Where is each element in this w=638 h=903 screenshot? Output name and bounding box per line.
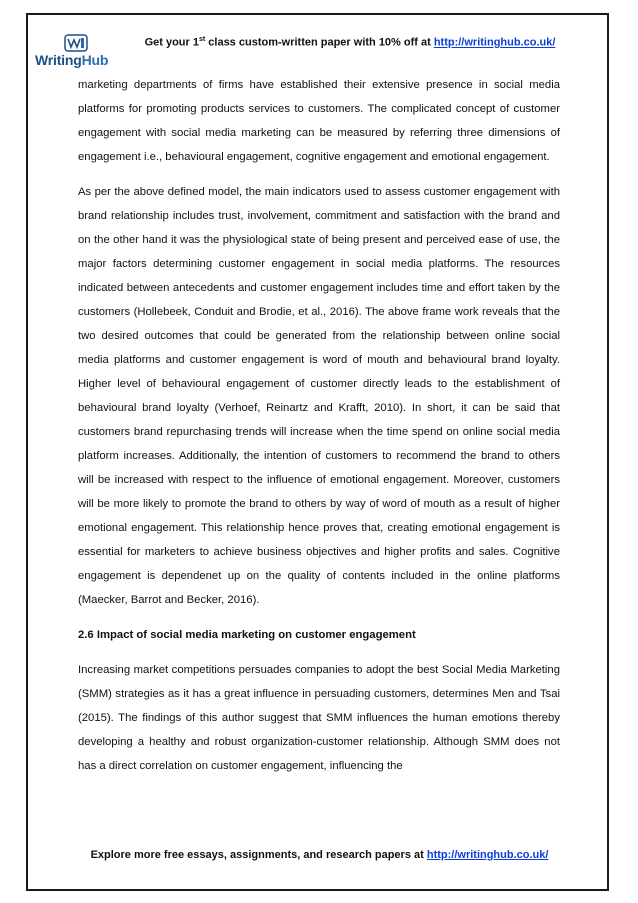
header-text-end: class custom-written paper with 10% off at [205, 36, 434, 49]
logo-text-writing: Writing [35, 52, 82, 68]
header-link[interactable]: http://writinghub.co.uk/ [433, 36, 556, 49]
paragraph-3: Increasing market competitions persuades companies to adopt the best Social Media Marketing (SMM) strategies as it has a great influence in persuading customers, determines Men and Tsai (2015). The findings of this author suggest that SMM influences the human emotions thereby developing a healthy and robust organization-customer relationship. Although SMM does not has a direct correlation on customer engagement, influencing the [78, 664, 560, 772]
writinghub-logo[interactable] [35, 34, 119, 70]
paragraph-2: As per the above defined model, the main indicators used to assess customer engagement with brand relationship includes trust, involvement, commitment and satisfaction with the brand and on the other hand it was the physiological state of being present and perceived ease of use, the major factors determining customer engagement in social media platforms. The resources indicated between antecedents and customer engagement includes time and effort taken by the customers (Hollebeek, Conduit and Brodie, et al., 2016). The above frame work reveals that the two desired outcomes that could be generated from the relationship between online social media platforms and customer engagement is word of mouth and behavioural brand loyalty. Higher level of behavioural engagement of customer directly leads to the establishment of behavioural brand loyalty (Verhoef, Reinartz and Krafft, 2010). In short, it can be said that customers brand repurchasing trends will increase when the time spend on online social media platform increases. Additionally, the intention of customers to recommend the brand to others will be increased with respect to the influence of emotional engagement. Moreover, customers will be more likely to promote the brand to others by way of word of mouth as a result of higher emotional engagement. This relationship hence proves that, creating emotional engagement is essential for marketers to achieve business objectives and higher profits and sales. Cognitive engagement is dependenet up on the quality of contents included in the online platforms (Maecker, Barrot and Becker, 2016). [78, 186, 560, 606]
logo-text [35, 52, 119, 68]
logo-emblem-icon [64, 34, 88, 52]
header-text-start: Get your 1 [144, 36, 199, 49]
document-body [78, 73, 560, 789]
page-footer [30, 849, 609, 861]
logo-text-hub: Hub [81, 52, 109, 68]
paragraph-1: marketing departments of firms have established their extensive presence in social media platforms for promoting products services to customers. The complicated concept of customer engagement with social media marketing can be measured by referring three dimensions of engagement i.e., behavioural engagement, cognitive engagement and emotional engagement. [78, 79, 560, 163]
header-superscript: st [198, 36, 206, 43]
footer-link[interactable]: http://writinghub.co.uk/ [426, 849, 549, 861]
page-header [120, 36, 580, 49]
footer-text: Explore more free essays, assignments, and research papers at [90, 849, 427, 861]
section-heading: 2.6 Impact of social media marketing on customer engagement [78, 629, 416, 641]
